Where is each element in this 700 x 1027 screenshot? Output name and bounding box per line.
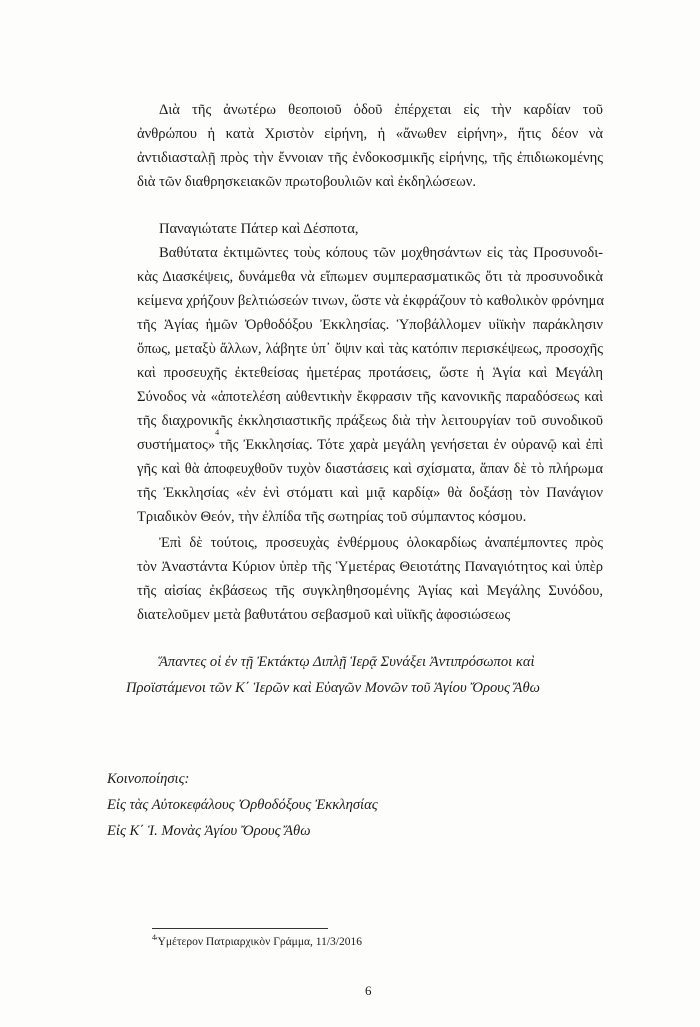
paragraph-3-line-4: διατελοῦμεν μετὰ βαθυτάτου σεβασμοῦ καὶ υἱϊκῆς ἀφοσιώσεως bbox=[137, 607, 511, 623]
signature-line-1: Ἅπαντες οἱ ἐν τῇ Ἐκτάκτῳ Διπλῇ Ἱερᾷ Συνάξει Ἀντιπρόσωποι καὶ bbox=[159, 654, 535, 670]
paragraph-2-line-5: ὅπως, μεταξὺ ἄλλων, λάβητε ὑπ᾽ ὄψιν καὶ τὰς κατόπιν περισκέψεως, προσοχῆς bbox=[137, 341, 603, 357]
paragraph-3-line-2: τὸν Ἀναστάντα Κύριον ὑπὲρ τῆς Ὑμετέρας Θειοτάτης Παναγιότητος καὶ ὑπὲρ bbox=[137, 559, 603, 575]
line-continuation: τῆς Ἐκκλησίας. Τότε χαρὰ μεγάλη γενήσεται ἐν οὐρανῷ καὶ ἐπὶ bbox=[219, 437, 603, 453]
paragraph-2-line-6: καὶ προσευχῆς ἐκτεθείσας ἡμετέρας προτάσεις, ὥστε ἡ Ἁγία καὶ Μεγάλη bbox=[137, 365, 603, 381]
footnote bbox=[152, 934, 362, 950]
cc-recipient-1: Εἰς τὰς Αὐτοκεφάλους Ὀρθοδόξους Ἐκκλησίας bbox=[107, 797, 378, 813]
footnote-number: 4 bbox=[152, 933, 156, 943]
signature-line-2: Προϊστάμενοι τῶν Κ΄ Ἱερῶν καὶ Εὐαγῶν Μονῶν τοῦ Ἁγίου Ὄρους Ἄθω bbox=[126, 680, 540, 696]
paragraph-2-line-12: Τριαδικὸν Θεόν, τὴν ἐλπίδα τῆς σωτηρίας τοῦ σύμπαντος κόσμου. bbox=[137, 509, 527, 525]
salutation: Παναγιώτατε Πάτερ καὶ Δέσποτα, bbox=[159, 221, 359, 237]
paragraph-2-line-1: Βαθύτατα ἐκτιμῶντες τοὺς κόπους τῶν μοχθησάντων εἰς τὰς Προσυνοδι- bbox=[159, 245, 603, 261]
footnote-text: Ὑμέτερον Πατριαρχικὸν Γράμμα, 11/3/2016 bbox=[156, 936, 362, 948]
cc-recipient-2: Εἰς Κ΄ Ἱ. Μονὰς Ἁγίου Ὄρους Ἄθω bbox=[107, 823, 311, 839]
paragraph-3-line-1: Ἐπὶ δὲ τούτοις, προσευχὰς ἐνθέρμους ὁλοκαρδίως ἀναπέμποντες πρὸς bbox=[159, 535, 603, 551]
paragraph-2-line-4: τῆς Ἁγίας ἡμῶν Ὀρθοδόξου Ἐκκλησίας. Ὑποβάλλομεν υἱϊκὴν παράκλησιν bbox=[137, 317, 603, 333]
paragraph-2-line-2: κὰς Διασκέψεις, δυνάμεθα νὰ εἴπωμεν συμπερασματικῶς ὅτι τὰ προσυνοδικὰ bbox=[137, 269, 603, 285]
paragraph-1-line-4: διὰ τῶν διαθρησκειακῶν πρωτοβουλιῶν καὶ ἐκδηλώσεων. bbox=[137, 174, 476, 190]
quoted-text: συστήματος» bbox=[137, 437, 216, 453]
paragraph-2-line-3: κείμενα χρήζουν βελτιώσεών τινων, ὥστε νὰ ἐκφράζουν τὸ καθολικὸν φρόνημα bbox=[137, 293, 605, 309]
cc-heading: Κοινοποίησις: bbox=[107, 771, 190, 787]
footnote-reference: 4 bbox=[215, 428, 220, 437]
paragraph-1-line-1: Διὰ τῆς ἀνωτέρω θεοποιοῦ ὁδοῦ ἐπέρχεται εἰς τὴν καρδίαν τοῦ bbox=[159, 102, 603, 118]
paragraph-1-line-2: ἀνθρώπου ἡ κατὰ Χριστὸν εἰρήνη, ἡ «ἄνωθεν εἰρήνη», ἥτις δέον νὰ bbox=[137, 126, 603, 142]
footnote-separator bbox=[152, 928, 328, 929]
paragraph-2-line-8: τῆς διαχρονικῆς ἐκκλησιαστικῆς πράξεως διὰ τὴν λειτουργίαν τοῦ συνοδικοῦ bbox=[137, 413, 603, 429]
paragraph-3-line-3: τῆς αἰσίας ἐκβάσεως τῆς συγκληθησομένης Ἁγίας καὶ Μεγάλης Συνόδου, bbox=[137, 583, 603, 599]
paragraph-2-line-9 bbox=[137, 428, 603, 457]
paragraph-2-line-7: Σύνοδος νὰ «ἀποτελέση αὐθεντικὴν ἔκφρασιν τῆς κανονικῆς παραδόσεως καὶ bbox=[137, 389, 603, 405]
page-number: 6 bbox=[365, 983, 372, 998]
paragraph-2-line-11: τῆς Ἐκκλησίας «ἐν ἑνὶ στόματι καὶ μιᾷ καρδίᾳ» θὰ δοξάσῃ τὸν Πανάγιον bbox=[137, 485, 603, 501]
paragraph-1-line-3: ἀντιδιασταλῇ πρὸς τὴν ἔννοιαν τῆς ἐνδοκοσμικῆς εἰρήνης, τῆς ἐπιδιωκομένης bbox=[137, 150, 603, 166]
paragraph-2-line-10: γῆς καὶ θὰ ἀποφευχθοῦν τυχὸν διαστάσεις καὶ σχίσματα, ἅπαν δὲ τὸ πλήρωμα bbox=[137, 461, 603, 477]
